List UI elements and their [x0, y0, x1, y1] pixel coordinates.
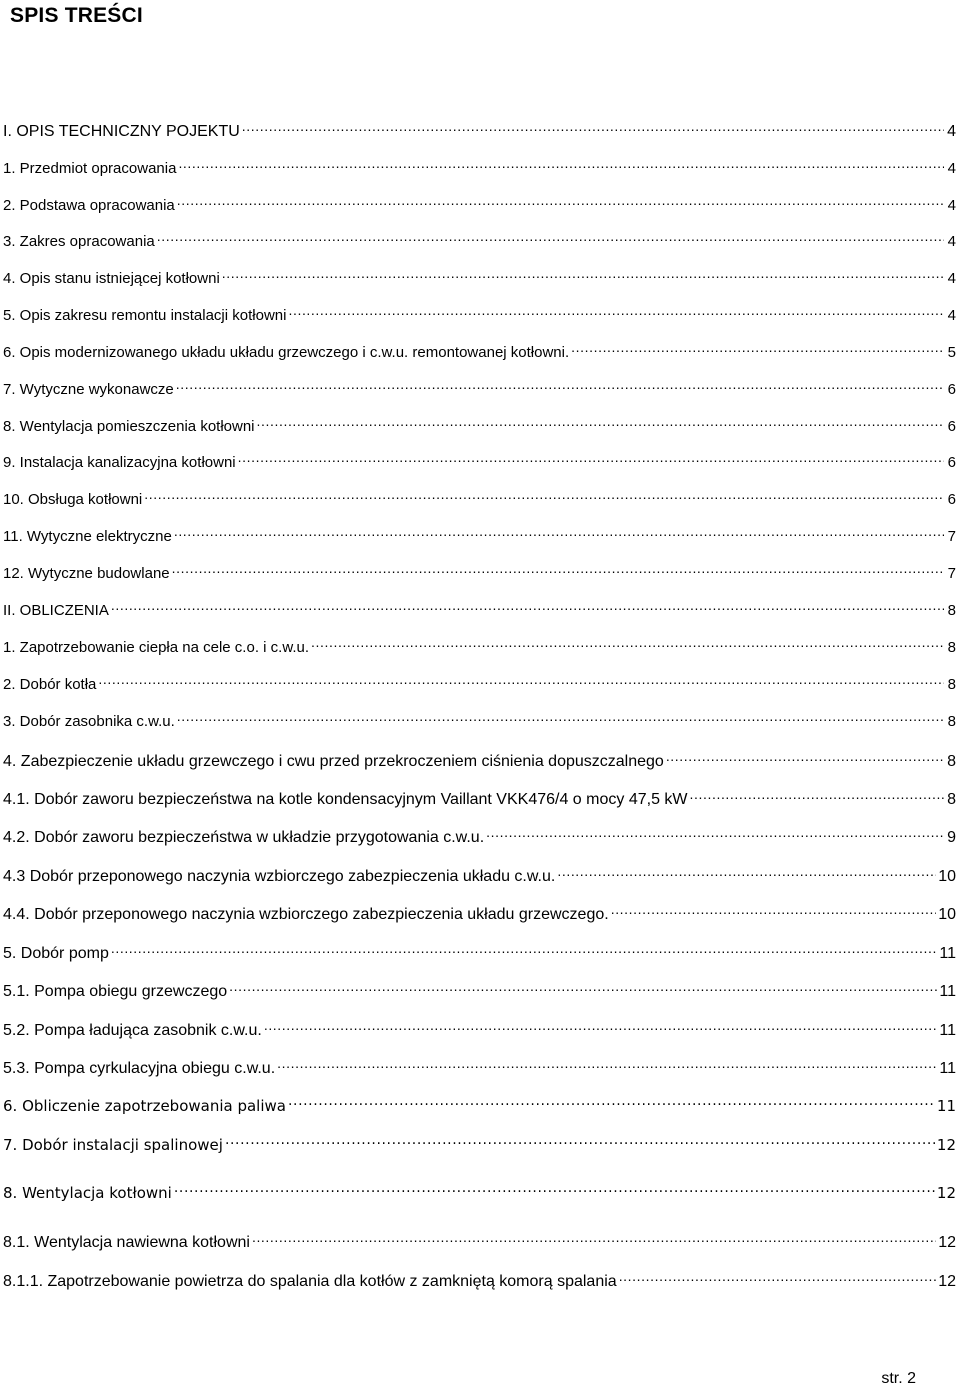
- toc-entry-text[interactable]: 6. Opis modernizowanego układu układu grzewczego i c.w.u. remontowanej kotłowni.: [3, 344, 570, 361]
- toc-leader-dots: [177, 190, 944, 210]
- toc-page-number: 6: [947, 418, 956, 435]
- toc-page-number: 9: [947, 829, 956, 846]
- toc-page-number: 4: [947, 160, 956, 177]
- toc-leader-dots: [264, 1015, 938, 1035]
- toc-entry[interactable]: [3, 784, 956, 810]
- toc-page-number: 10: [938, 906, 956, 923]
- toc-leader-dots: [252, 1227, 936, 1247]
- toc-page-number: 4: [947, 123, 956, 140]
- toc-leader-dots: [111, 938, 938, 958]
- toc-entry[interactable]: [3, 190, 956, 216]
- toc-entry[interactable]: [3, 706, 956, 732]
- toc-page-number: 12: [936, 1184, 956, 1202]
- toc-page-number: 8: [947, 713, 956, 730]
- toc-page-number: 12: [938, 1273, 956, 1290]
- toc-page-number: 4: [947, 307, 956, 324]
- toc-leader-dots: [178, 153, 944, 173]
- toc-entry-text[interactable]: 7. Dobór instalacji spalinowej: [3, 1136, 223, 1154]
- toc-leader-dots: [288, 300, 944, 320]
- toc-entry-text[interactable]: 9. Instalacja kanalizacyjna kotłowni: [3, 454, 236, 471]
- toc-page-number: 6: [947, 381, 956, 398]
- toc-leader-dots: [619, 1266, 937, 1286]
- toc-entry[interactable]: [3, 300, 956, 326]
- toc-entry-text[interactable]: 6. Obliczenie zapotrzebowania paliwa: [3, 1097, 286, 1115]
- toc-entry-text[interactable]: 4.2. Dobór zaworu bezpieczeństwa w układzie przygotowania c.w.u.: [3, 829, 485, 846]
- toc-entry[interactable]: [3, 595, 956, 621]
- toc-entry-text[interactable]: 4. Opis stanu istniejącej kotłowni: [3, 270, 220, 287]
- toc-leader-dots: [225, 1130, 935, 1150]
- toc-entry[interactable]: [3, 411, 956, 437]
- toc-page-number: 8: [947, 639, 956, 656]
- toc-entry[interactable]: [3, 226, 956, 252]
- toc-page-number: 11: [939, 945, 956, 962]
- toc-leader-dots: [557, 861, 936, 881]
- toc-page-number: 12: [936, 1136, 956, 1154]
- toc-leader-dots: [311, 632, 944, 652]
- toc-entry-text[interactable]: 5.3. Pompa cyrkulacyjna obiegu c.w.u.: [3, 1060, 276, 1077]
- toc-page-number: 11: [939, 983, 956, 1000]
- toc-entry[interactable]: [3, 263, 956, 289]
- toc-page-number: 8: [947, 791, 956, 808]
- toc-entry[interactable]: [3, 484, 956, 510]
- toc-entry-text[interactable]: 4. Zabezpieczenie układu grzewczego i cwu przed przekroczeniem ciśnienia dopuszczalnego: [3, 753, 664, 770]
- toc-entry[interactable]: [3, 521, 956, 547]
- toc-entry-text[interactable]: 5.2. Pompa ładująca zasobnik c.w.u.: [3, 1022, 262, 1039]
- toc-leader-dots: [176, 374, 944, 394]
- toc-entry-text[interactable]: 2. Dobór kotła: [3, 676, 97, 693]
- toc-leader-dots: [486, 822, 944, 842]
- toc-page-number: 10: [938, 868, 956, 885]
- toc-page-number: 7: [947, 528, 956, 545]
- toc-leader-dots: [288, 1091, 935, 1111]
- toc-entry-text[interactable]: 5. Dobór pomp: [3, 945, 109, 962]
- toc-entry[interactable]: [3, 447, 956, 473]
- toc-page-number: 8: [947, 676, 956, 693]
- toc-leader-dots: [277, 1053, 937, 1073]
- toc-entry-text[interactable]: 1. Zapotrzebowanie ciepła na cele c.o. i c.w.u.: [3, 639, 310, 656]
- toc-entry-text[interactable]: 8. Wentylacja kotłowni: [3, 1184, 172, 1202]
- toc-entry[interactable]: [3, 1227, 956, 1253]
- toc-leader-dots: [242, 116, 944, 136]
- toc-leader-dots: [144, 484, 944, 504]
- toc-leader-dots: [666, 746, 944, 766]
- toc-page-number: 4: [947, 197, 956, 214]
- toc-entry[interactable]: [3, 116, 956, 142]
- toc-entry-text[interactable]: 7. Wytyczne wykonawcze: [3, 381, 174, 398]
- toc-leader-dots: [174, 1178, 935, 1198]
- toc-leader-dots: [611, 899, 937, 919]
- toc-entry[interactable]: [3, 1015, 956, 1041]
- toc-entry[interactable]: [3, 374, 956, 400]
- toc-leader-dots: [222, 263, 944, 283]
- toc-entry-text[interactable]: II. OBLICZENIA: [3, 602, 109, 619]
- toc-entry[interactable]: [3, 899, 956, 925]
- toc-entry-text[interactable]: 5. Opis zakresu remontu instalacji kotłowni: [3, 307, 287, 324]
- toc-entry[interactable]: [3, 822, 956, 848]
- toc-entry-text[interactable]: 8.1.1. Zapotrzebowanie powietrza do spalania dla kotłów z zamkniętą komorą spalania: [3, 1273, 617, 1290]
- toc-entry[interactable]: [3, 1130, 956, 1155]
- toc-entry[interactable]: [3, 632, 956, 658]
- toc-entry[interactable]: [3, 1178, 956, 1203]
- toc-entry-text[interactable]: 2. Podstawa opracowania: [3, 197, 175, 214]
- toc-page-number: 5: [947, 344, 956, 361]
- toc-entry[interactable]: [3, 1091, 956, 1116]
- toc-entry[interactable]: [3, 153, 956, 179]
- toc-entry-text[interactable]: 5.1. Pompa obiegu grzewczego: [3, 983, 228, 1000]
- toc-leader-dots: [174, 521, 944, 541]
- toc-leader-dots: [177, 706, 944, 726]
- toc-leader-dots: [238, 447, 944, 467]
- toc-entry-text[interactable]: 4.3 Dobór przeponowego naczynia wzbiorczego zabezpieczenia układu c.w.u.: [3, 868, 556, 885]
- toc-page-number: 4: [947, 270, 956, 287]
- toc-entry[interactable]: [3, 337, 956, 363]
- toc-entry-text[interactable]: I. OPIS TECHNICZNY POJEKTU: [3, 123, 240, 140]
- toc-entry-text[interactable]: 1. Przedmiot opracowania: [3, 160, 177, 177]
- toc-entry-text[interactable]: 12. Wytyczne budowlane: [3, 565, 170, 582]
- toc-entry-text[interactable]: 11. Wytyczne elektryczne: [3, 528, 172, 545]
- toc-entry[interactable]: [3, 1053, 956, 1079]
- toc-entry[interactable]: [3, 558, 956, 584]
- toc-leader-dots: [157, 226, 944, 246]
- toc-entry-text[interactable]: 4.4. Dobór przeponowego naczynia wzbiorczego zabezpieczenia układu grzewczego.: [3, 906, 609, 923]
- page-title: SPIS TREŚCI: [10, 4, 143, 27]
- toc-entry-text[interactable]: 8.1. Wentylacja nawiewna kotłowni: [3, 1234, 250, 1251]
- toc-leader-dots: [98, 669, 944, 689]
- toc-entry-text[interactable]: 3. Zakres opracowania: [3, 233, 155, 250]
- toc-leader-dots: [571, 337, 944, 357]
- toc-page-number: 11: [939, 1060, 956, 1077]
- toc-page-number: 6: [947, 491, 956, 508]
- toc-page-number: 12: [938, 1234, 956, 1251]
- toc-entry[interactable]: [3, 669, 956, 695]
- toc-entry-text[interactable]: 4.1. Dobór zaworu bezpieczeństwa na kotle kondensacyjnym Vaillant VKK476/4 o mocy 47,5 kW: [3, 791, 688, 808]
- toc-entry-text[interactable]: 10. Obsługa kotłowni: [3, 491, 143, 508]
- page-footer-number: str. 2: [881, 1370, 916, 1387]
- toc-leader-dots: [172, 558, 944, 578]
- toc-entry-text[interactable]: 8. Wentylacja pomieszczenia kotłowni: [3, 418, 255, 435]
- toc-leader-dots: [229, 976, 937, 996]
- toc-page-number: 4: [947, 233, 956, 250]
- toc-entry[interactable]: [3, 976, 956, 1002]
- toc-leader-dots: [690, 784, 944, 804]
- toc-entry[interactable]: [3, 1266, 956, 1292]
- toc-page-number: 7: [947, 565, 956, 582]
- toc-entry[interactable]: [3, 938, 956, 964]
- toc-page-number: 11: [939, 1022, 956, 1039]
- toc-page-number: 8: [947, 602, 956, 619]
- toc-page-number: 8: [947, 753, 956, 770]
- toc-leader-dots: [257, 411, 944, 431]
- toc-entry[interactable]: [3, 861, 956, 887]
- toc-page-number: 11: [936, 1097, 956, 1115]
- toc-entry[interactable]: [3, 746, 956, 772]
- toc-entry-text[interactable]: 3. Dobór zasobnika c.w.u.: [3, 713, 175, 730]
- toc-leader-dots: [111, 595, 944, 615]
- toc-page-number: 6: [947, 454, 956, 471]
- table-of-contents: [3, 0, 956, 1388]
